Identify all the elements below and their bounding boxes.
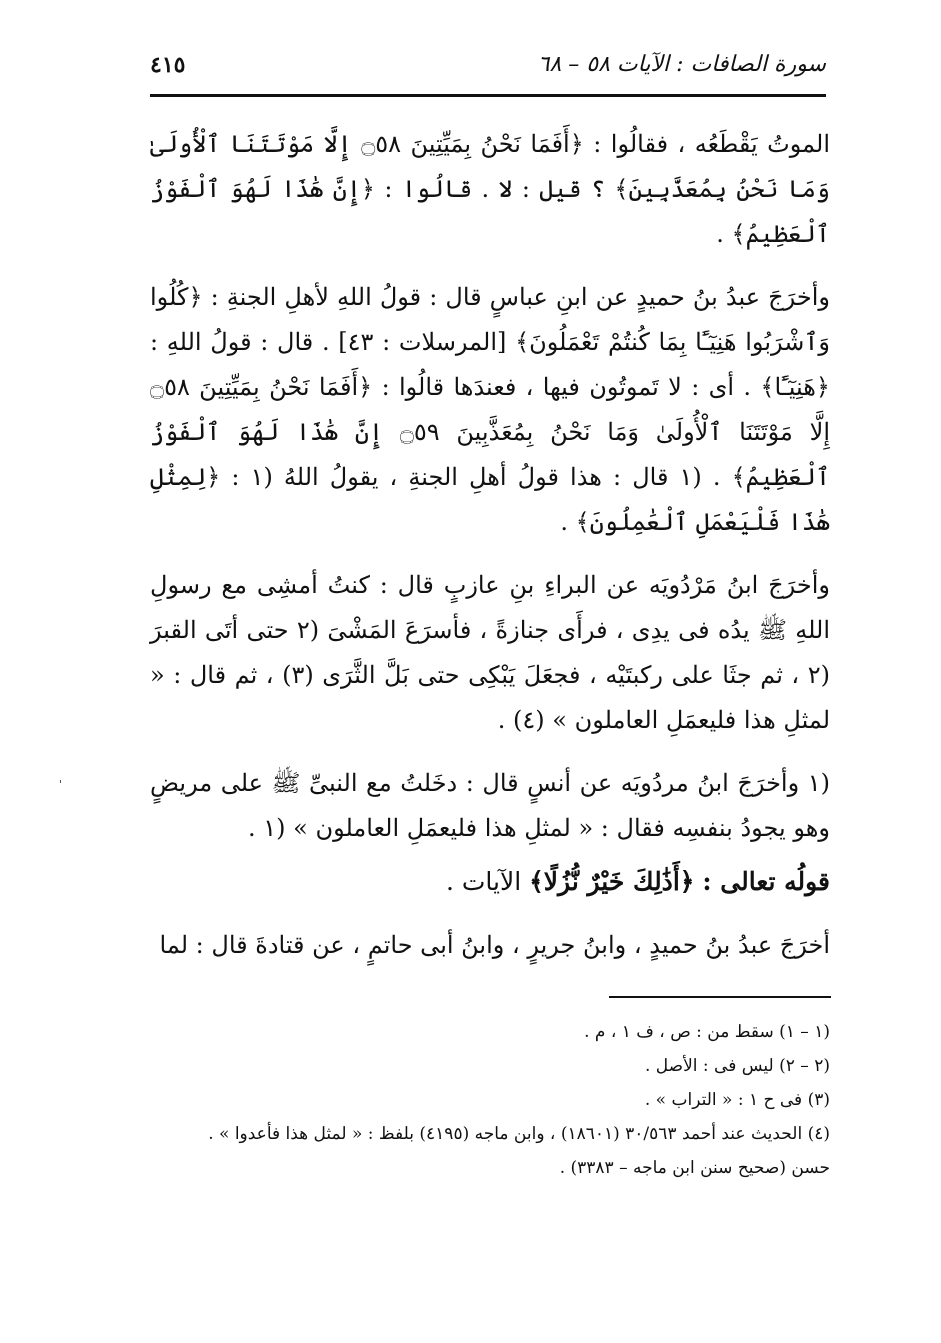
footnote-divider [609, 996, 831, 998]
page-number: ٤١٥ [150, 52, 186, 78]
paragraph-2: وأخرَجَ عبدُ بنُ حميدٍ عن ابنِ عباسٍ قال : قولُ اللهِ لأهلِ الجنةِ : ﴿كُلُوا وَٱشْرَبُوا هَنِيٓـًٔا بِمَا كُنتُمْ تَعْمَلُونَ﴾ [المرسلات : ٤٣] . قال : قولُ اللهِ : ﴿هَنِيٓـًٔا﴾ . أى : لا تَموتُون فيها ، فعندَها قالُوا : ﴿أَفَمَا نَحْنُ بِمَيِّتِينَ ۝٥٨ إِلَّا مَوْتَتَنَا ٱلْأُولَىٰ وَمَا نَحْنُ بِمُعَذَّبِينَ ۝٥٩ إِنَّ هَٰذَا لَهُوَ ٱلْفَوْزُ ٱلْعَظِيمُ﴾ . (١ قال : هذا قولُ أهلِ الجنةِ ، يقولُ اللهُ (١ : ﴿لِمِثْلِ هَٰذَا فَلْيَعْمَلِ ٱلْعَٰمِلُونَ﴾ . [150, 283, 831, 536]
footnote-3: (٣) فى ح ١ : « التراب » . [644, 1090, 830, 1110]
paragraph-1: الموتُ يَقْطَعُه ، فقالُوا : ﴿أَفَمَا نَحْنُ بِمَيِّتِينَ ۝٥٨ إِلَّا مَوْتَتَنَا ٱلْأُولَىٰ وَمَا نَحْنُ بِمُعَذَّبِينَ﴾ ؟ قيل : لا . قالُوا : ﴿إِنَّ هَٰذَا لَهُوَ ٱلْفَوْزُ ٱلْعَظِيمُ﴾ . [150, 130, 830, 248]
paragraph-3: وأخرَجَ ابنُ مَرْدُويَه عن البراءِ بنِ عازبٍ قال : كنتُ أمشِى مع رسولِ اللهِ ﷺ يدُه فى يدِى ، فرأَى جنازةً ، فأسرَعَ المَشْىَ (٢ حتى أتَى القبرَ (٢ ، ثم جثَا على ركبتَيْه ، فجعَلَ يَبْكِى حتى بَلَّ الثَّرَى (٣) ، ثم قال : « لمثلِ هذا فليعمَلِ العاملون » (٤) . [150, 571, 830, 734]
scan-speck [60, 780, 61, 783]
paragraph-4: (١ وأخرَجَ ابنُ مردُويَه عن أنسٍ قال : دخَلتُ مع النبىِّ ﷺ على مريضٍ وهو يجودُ بنفسِه فقال : « لمثلِ هذا فليعمَلِ العاملون » (١ . [150, 769, 830, 842]
heading-suffix: الآيات . [445, 867, 522, 896]
main-text [150, 122, 830, 986]
heading-verse: ﴿أَذَٰلِكَ خَيْرٌ نُّزُلًا﴾ [529, 867, 695, 896]
verse-heading [150, 859, 830, 905]
footnote-4-continuation: حسن (صحيح سنن ابن ماجه – ٣٣٨٣) . [559, 1158, 830, 1178]
footnote-1: (١ – ١) سقط من : ص ، ف ١ ، م . [584, 1022, 830, 1042]
running-title: سورة الصافات : الآيات ٥٨ – ٦٨ [537, 52, 826, 77]
paragraph-5: أخرَجَ عبدُ بنُ حميدٍ ، وابنُ جريرٍ ، وابنُ أبى حاتمٍ ، عن قتادةَ قال : لما [159, 931, 830, 959]
header-divider [150, 94, 826, 97]
footnote-4: (٤) الحديث عند أحمد ٣٠/٥٦٣ (١٨٦٠١) ، وابن ماجه (٤١٩٥) بلفظ : « لمثل هذا فأعدوا » . [208, 1124, 830, 1144]
heading-label: قولُه تعالى : [702, 867, 830, 896]
footnote-2: (٢ – ٢) ليس فى : الأصل . [644, 1056, 830, 1076]
footnotes [150, 1015, 830, 1185]
page-header [150, 48, 826, 92]
